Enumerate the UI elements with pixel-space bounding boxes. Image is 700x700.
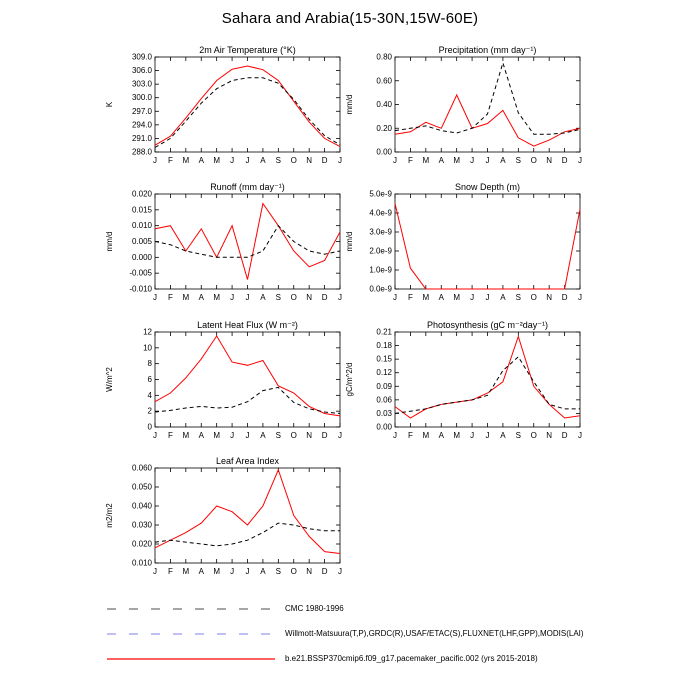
figure-title: Sahara and Arabia(15-30N,15W-60E): [221, 10, 479, 27]
chart-title: Precipitation (mm day⁻¹): [438, 45, 537, 55]
y-axis-label: W/m^2: [105, 367, 114, 392]
svg-text:8: 8: [147, 359, 152, 369]
chart-runoff: [100, 180, 350, 305]
svg-text:6: 6: [147, 375, 152, 384]
svg-text:0.010: 0.010: [131, 221, 152, 231]
svg-text:306.0: 306.0: [131, 66, 152, 76]
y-axis-label: gC/m^2/d: [345, 362, 354, 397]
chart-canvas: [340, 180, 590, 305]
svg-text:S: S: [275, 431, 282, 440]
y-ticks: [129, 190, 340, 294]
y-axis-label: m2/m2: [105, 503, 114, 528]
svg-text:F: F: [167, 567, 173, 576]
svg-text:-0.010: -0.010: [129, 284, 152, 294]
svg-text:300.0: 300.0: [131, 93, 152, 103]
chart-title: Runoff (mm day⁻¹): [210, 182, 285, 192]
svg-text:2.0e-9: 2.0e-9: [369, 246, 392, 256]
x-ticks: [153, 194, 342, 302]
svg-text:J: J: [393, 431, 397, 440]
svg-text:J: J: [153, 156, 157, 165]
svg-text:0.21: 0.21: [376, 327, 392, 337]
svg-text:A: A: [198, 431, 204, 440]
svg-text:303.0: 303.0: [131, 79, 152, 89]
svg-text:J: J: [245, 567, 250, 576]
svg-text:0: 0: [147, 422, 152, 432]
svg-text:A: A: [500, 156, 506, 165]
svg-text:A: A: [260, 567, 266, 576]
svg-text:-0.005: -0.005: [129, 268, 152, 278]
legend-item: [105, 596, 584, 621]
svg-text:F: F: [407, 431, 413, 440]
x-ticks: [393, 57, 582, 165]
svg-text:J: J: [230, 431, 235, 440]
legend-label: CMC 1980-1996: [285, 604, 344, 613]
svg-text:J: J: [578, 156, 582, 165]
svg-text:S: S: [515, 293, 522, 302]
chart-title: 2m Air Temperature (°K): [199, 45, 296, 55]
svg-text:D: D: [561, 293, 568, 302]
svg-text:0.000: 0.000: [131, 252, 152, 262]
plot-frame: [395, 194, 580, 289]
svg-text:0.09: 0.09: [376, 381, 392, 391]
chart-photosynthesis: [340, 318, 590, 443]
series-line-obs: [155, 226, 340, 258]
chart-title: Photosynthesis (gC m⁻²day⁻¹): [426, 320, 549, 330]
svg-text:0.12: 0.12: [376, 368, 392, 378]
svg-text:4: 4: [147, 390, 152, 400]
svg-text:D: D: [561, 431, 568, 440]
svg-text:J: J: [230, 156, 235, 165]
svg-text:A: A: [438, 156, 444, 165]
x-ticks: [153, 57, 342, 165]
svg-text:J: J: [245, 156, 250, 165]
legend-line-sample: [105, 629, 277, 639]
svg-text:F: F: [407, 156, 413, 165]
chart-canvas: [100, 454, 350, 579]
svg-text:0.030: 0.030: [131, 520, 152, 530]
svg-text:N: N: [306, 431, 313, 440]
svg-text:M: M: [182, 567, 190, 576]
svg-text:J: J: [338, 293, 342, 302]
svg-text:M: M: [182, 156, 190, 165]
svg-text:A: A: [500, 293, 506, 302]
svg-text:J: J: [470, 431, 475, 440]
svg-text:J: J: [230, 293, 235, 302]
svg-text:0.18: 0.18: [376, 341, 392, 351]
svg-text:O: O: [290, 156, 297, 165]
svg-text:J: J: [338, 156, 342, 165]
svg-text:A: A: [438, 431, 444, 440]
svg-text:D: D: [321, 431, 328, 440]
svg-text:F: F: [167, 293, 173, 302]
svg-text:O: O: [290, 567, 297, 576]
svg-text:0.80: 0.80: [376, 52, 392, 62]
svg-text:M: M: [422, 156, 430, 165]
series-line-model: [155, 470, 340, 554]
svg-text:M: M: [213, 567, 221, 576]
svg-text:0.03: 0.03: [376, 408, 392, 418]
svg-text:0.00: 0.00: [376, 422, 392, 432]
svg-text:S: S: [515, 431, 522, 440]
svg-text:M: M: [182, 293, 190, 302]
svg-text:291.0: 291.0: [131, 133, 152, 143]
plot-frame: [395, 57, 580, 152]
series-line-model: [395, 204, 580, 290]
svg-text:S: S: [515, 156, 522, 165]
svg-text:0.015: 0.015: [131, 205, 152, 215]
chart-canvas: [100, 180, 350, 305]
chart-title: Snow Depth (m): [454, 182, 521, 192]
svg-text:J: J: [485, 156, 490, 165]
svg-text:294.0: 294.0: [131, 120, 152, 130]
y-axis-label: mm/d: [105, 231, 114, 252]
svg-text:0.00: 0.00: [376, 147, 392, 157]
svg-text:0.60: 0.60: [376, 76, 392, 86]
x-ticks: [393, 194, 582, 302]
svg-text:297.0: 297.0: [131, 106, 152, 116]
svg-text:J: J: [470, 156, 475, 165]
svg-text:0.040: 0.040: [131, 501, 152, 511]
plot-frame: [155, 332, 340, 427]
svg-text:A: A: [260, 156, 266, 165]
svg-text:0.005: 0.005: [131, 237, 152, 246]
svg-text:J: J: [393, 156, 397, 165]
legend-line-sample: [105, 604, 277, 614]
svg-text:D: D: [321, 156, 328, 165]
chart-canvas: [100, 43, 350, 168]
svg-text:0.020: 0.020: [131, 539, 152, 549]
svg-text:J: J: [578, 431, 582, 440]
svg-text:0.050: 0.050: [131, 482, 152, 492]
legend-item: [105, 621, 584, 646]
svg-text:F: F: [407, 293, 413, 302]
x-ticks: [393, 332, 582, 440]
svg-text:0.40: 0.40: [376, 100, 392, 109]
svg-text:J: J: [245, 431, 250, 440]
chart-snow-depth: [340, 180, 590, 305]
y-axis-label: mm/d: [345, 94, 354, 115]
svg-text:F: F: [167, 156, 173, 165]
svg-text:N: N: [306, 567, 313, 576]
series-line-model: [155, 66, 340, 147]
svg-text:M: M: [422, 431, 430, 440]
svg-text:J: J: [230, 567, 235, 576]
legend-line-sample: [105, 654, 277, 664]
svg-text:J: J: [485, 431, 490, 440]
svg-text:10: 10: [143, 343, 152, 353]
legend: [105, 596, 584, 671]
svg-text:M: M: [453, 293, 461, 302]
svg-text:D: D: [561, 156, 568, 165]
legend-label: Willmott-Matsuura(T,P),GRDC(R),USAF/ETAC(S),FLUXNET(LHF,GPP),MODIS(LAI): [285, 629, 584, 638]
svg-text:M: M: [213, 431, 221, 440]
svg-text:1.0e-9: 1.0e-9: [369, 265, 392, 275]
svg-text:O: O: [290, 293, 297, 302]
svg-text:M: M: [453, 431, 461, 440]
chart-canvas: [340, 318, 590, 443]
svg-text:0.20: 0.20: [376, 123, 392, 133]
series-line-obs: [155, 78, 340, 148]
svg-text:S: S: [275, 567, 282, 576]
chart-canvas: [100, 318, 350, 443]
y-axis-label: K: [105, 101, 114, 108]
x-ticks: [153, 468, 342, 576]
svg-text:J: J: [485, 293, 490, 302]
series-line-model: [155, 204, 340, 280]
svg-text:J: J: [578, 293, 582, 302]
svg-text:0.15: 0.15: [376, 354, 392, 364]
chart-canvas: [340, 43, 590, 168]
svg-text:M: M: [213, 293, 221, 302]
legend-label: b.e21.BSSP370cmip6.f09_g17.pacemaker_pacific.002 (yrs 2015-2018): [285, 654, 538, 663]
svg-text:A: A: [500, 431, 506, 440]
svg-text:4.0e-9: 4.0e-9: [369, 208, 392, 218]
x-ticks: [153, 332, 342, 440]
svg-text:A: A: [198, 567, 204, 576]
svg-text:0.020: 0.020: [131, 189, 152, 199]
svg-text:N: N: [546, 431, 553, 440]
svg-text:A: A: [260, 431, 266, 440]
plot-frame: [155, 468, 340, 563]
svg-text:0.010: 0.010: [131, 558, 152, 568]
chart-title: Latent Heat Flux (W m⁻²): [197, 320, 298, 330]
svg-text:A: A: [198, 293, 204, 302]
series-line-obs: [155, 387, 340, 413]
svg-text:F: F: [167, 431, 173, 440]
svg-text:M: M: [182, 431, 190, 440]
svg-text:J: J: [470, 293, 475, 302]
series-line-obs: [395, 357, 580, 414]
svg-text:J: J: [153, 293, 157, 302]
svg-text:0.06: 0.06: [376, 395, 392, 405]
svg-text:S: S: [275, 156, 282, 165]
y-ticks: [369, 190, 580, 294]
chart-2m-air-temperature: [100, 43, 350, 168]
y-ticks: [376, 53, 580, 157]
svg-text:288.0: 288.0: [131, 147, 152, 157]
svg-text:J: J: [245, 293, 250, 302]
svg-text:A: A: [198, 156, 204, 165]
plot-frame: [155, 57, 340, 152]
svg-text:J: J: [393, 293, 397, 302]
svg-text:M: M: [422, 293, 430, 302]
svg-text:3.0e-9: 3.0e-9: [369, 227, 392, 237]
svg-text:A: A: [438, 293, 444, 302]
svg-text:D: D: [321, 567, 328, 576]
svg-text:12: 12: [143, 327, 152, 337]
svg-text:N: N: [546, 156, 553, 165]
svg-text:J: J: [153, 567, 157, 576]
svg-text:O: O: [530, 293, 537, 302]
svg-text:J: J: [153, 431, 157, 440]
chart-precipitation: [340, 43, 590, 168]
svg-text:A: A: [260, 293, 266, 302]
y-ticks: [143, 328, 340, 432]
plot-frame: [155, 194, 340, 289]
chart-latent-heat-flux: [100, 318, 350, 443]
svg-text:2: 2: [147, 406, 152, 416]
svg-text:O: O: [530, 431, 537, 440]
y-axis-label: mm/d: [345, 231, 354, 252]
svg-text:309.0: 309.0: [131, 52, 152, 62]
svg-text:O: O: [530, 156, 537, 165]
svg-text:J: J: [338, 567, 342, 576]
svg-text:S: S: [275, 293, 282, 302]
series-line-model: [395, 95, 580, 146]
svg-text:M: M: [213, 156, 221, 165]
svg-text:0.0e-9: 0.0e-9: [369, 284, 392, 294]
plot-frame: [395, 332, 580, 427]
svg-text:J: J: [338, 431, 342, 440]
svg-text:N: N: [306, 293, 313, 302]
series-line-model: [155, 336, 340, 416]
chart-title: Leaf Area Index: [215, 456, 280, 466]
svg-text:N: N: [306, 156, 313, 165]
svg-text:D: D: [321, 293, 328, 302]
svg-text:M: M: [453, 156, 461, 165]
svg-text:O: O: [290, 431, 297, 440]
svg-text:0.060: 0.060: [131, 463, 152, 473]
svg-text:5.0e-9: 5.0e-9: [369, 189, 392, 199]
chart-leaf-area-index: [100, 454, 350, 579]
legend-item: [105, 646, 584, 671]
svg-text:N: N: [546, 293, 553, 302]
